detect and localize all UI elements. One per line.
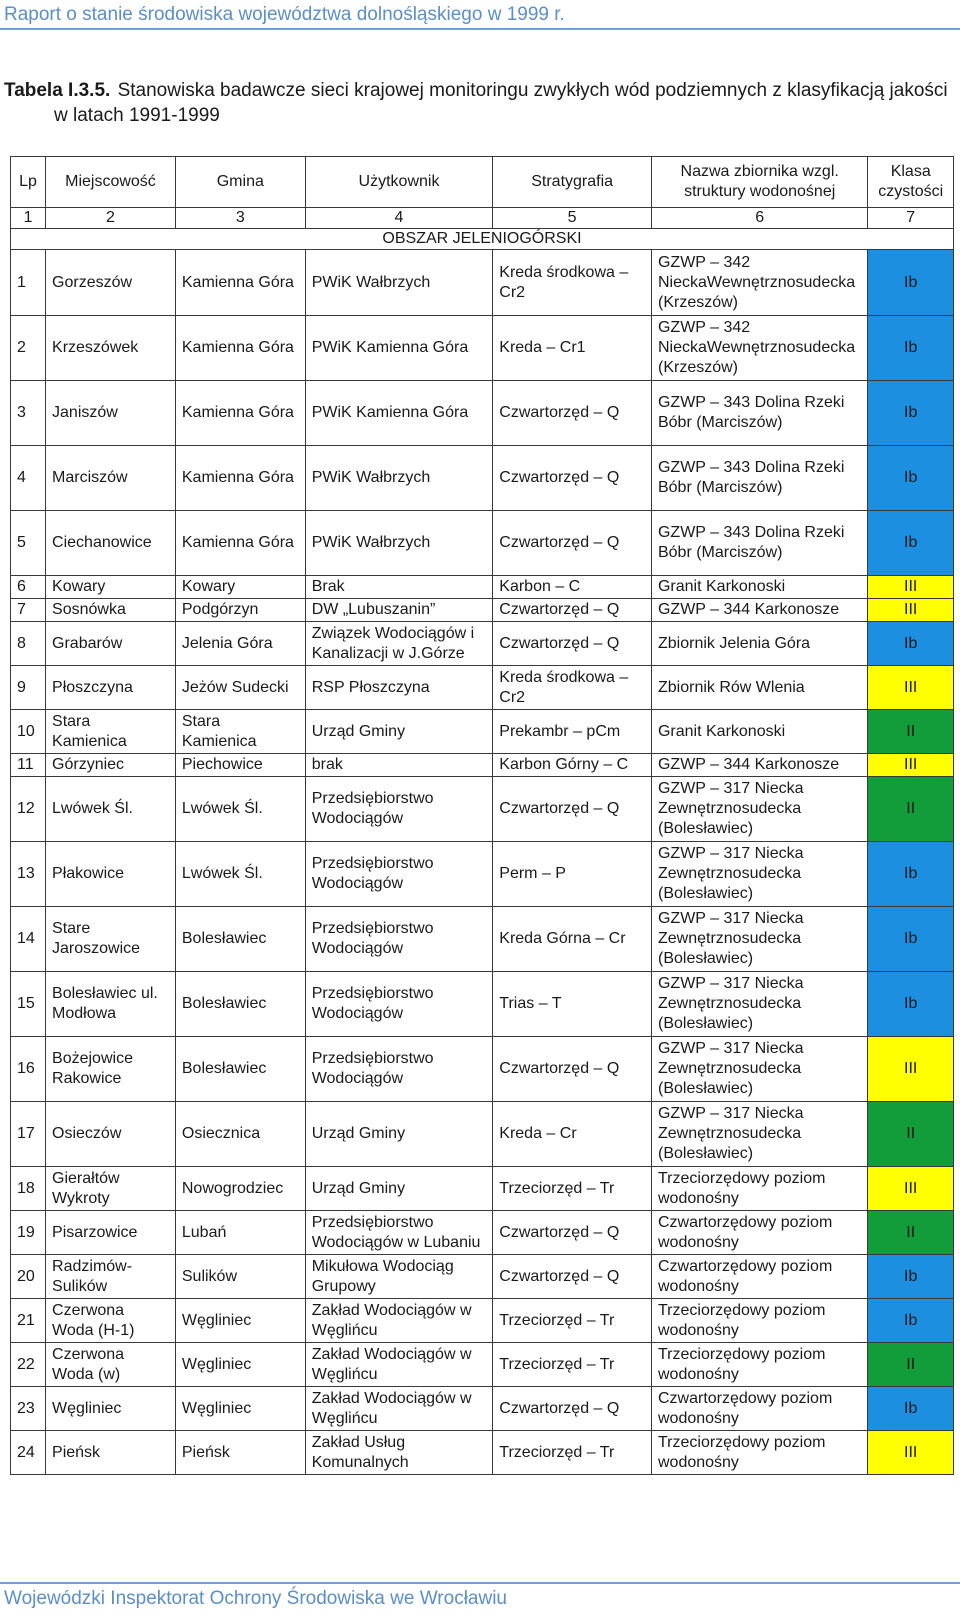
cell-miejscowosc: Pisarzowice xyxy=(46,1211,176,1255)
cell-stratygrafia: Czwartorzęd – Q xyxy=(493,446,652,511)
cell-zbiornik: Zbiornik Rów Wlenia xyxy=(651,666,867,710)
cell-stratygrafia: Kreda środkowa – Cr2 xyxy=(493,250,652,316)
table-caption xyxy=(4,78,954,128)
cell-zbiornik: GZWP – 343 Dolina Rzeki Bóbr (Marciszów) xyxy=(651,446,867,511)
cell-klasa: III xyxy=(868,666,954,710)
cell-stratygrafia: Kreda Górna – Cr xyxy=(493,907,652,972)
region-label: OBSZAR JELENIOGÓRSKI xyxy=(11,229,954,250)
cell-lp: 23 xyxy=(11,1387,46,1431)
cell-zbiornik: Trzeciorzędowy poziom wodonośny xyxy=(651,1167,867,1211)
cell-miejscowosc: Janiszów xyxy=(46,381,176,446)
cell-lp: 12 xyxy=(11,777,46,842)
table-row xyxy=(11,666,954,710)
cell-gmina: Lwówek Śl. xyxy=(175,777,305,842)
table-row xyxy=(11,576,954,599)
footer-text: Wojewódzki Inspektorat Ochrony Środowiska we Wrocławiu xyxy=(4,1588,507,1609)
cell-klasa: Ib xyxy=(868,381,954,446)
table-row xyxy=(11,777,954,842)
cell-gmina: Jelenia Góra xyxy=(175,622,305,666)
cell-uzytkownik: DW „Lubuszanin” xyxy=(305,599,493,622)
cell-zbiornik: GZWP – 344 Karkonosze xyxy=(651,599,867,622)
cell-zbiornik: Trzeciorzędowy poziom wodonośny xyxy=(651,1431,867,1475)
cell-gmina: Węgliniec xyxy=(175,1387,305,1431)
cell-lp: 3 xyxy=(11,381,46,446)
caption-line-2: w latach 1991-1999 xyxy=(54,105,220,126)
cell-lp: 5 xyxy=(11,511,46,576)
cell-gmina: Bolesławiec xyxy=(175,972,305,1037)
page-footer xyxy=(0,1580,960,1615)
cell-stratygrafia: Czwartorzęd – Q xyxy=(493,1387,652,1431)
cell-zbiornik: GZWP – 317 Niecka Zewnętrznosudecka (Bolesławiec) xyxy=(651,972,867,1037)
cell-klasa: Ib xyxy=(868,511,954,576)
cell-zbiornik: Granit Karkonoski xyxy=(651,710,867,754)
cell-zbiornik: GZWP – 317 Niecka Zewnętrznosudecka (Bolesławiec) xyxy=(651,777,867,842)
cell-uzytkownik: Przedsiębiorstwo Wodociągów xyxy=(305,907,493,972)
table-row xyxy=(11,1343,954,1387)
cell-zbiornik: Czwartorzędowy poziom wodonośny xyxy=(651,1211,867,1255)
cell-stratygrafia: Trzeciorzęd – Tr xyxy=(493,1299,652,1343)
table-row xyxy=(11,1037,954,1102)
cell-lp: 2 xyxy=(11,316,46,381)
cell-lp: 15 xyxy=(11,972,46,1037)
cell-uzytkownik: RSP Płoszczyna xyxy=(305,666,493,710)
header-cell: Gmina xyxy=(175,157,305,208)
cell-lp: 19 xyxy=(11,1211,46,1255)
cell-klasa: Ib xyxy=(868,1255,954,1299)
cell-uzytkownik: PWiK Kamienna Góra xyxy=(305,381,493,446)
cell-lp: 13 xyxy=(11,842,46,907)
cell-miejscowosc: Węgliniec xyxy=(46,1387,176,1431)
cell-klasa: II xyxy=(868,710,954,754)
cell-zbiornik: GZWP – 342 NieckaWewnętrznosudecka (Krzeszów) xyxy=(651,250,867,316)
cell-gmina: Węgliniec xyxy=(175,1343,305,1387)
cell-gmina: Lubań xyxy=(175,1211,305,1255)
cell-uzytkownik: PWiK Wałbrzych xyxy=(305,511,493,576)
cell-uzytkownik: Urząd Gminy xyxy=(305,1167,493,1211)
cell-stratygrafia: Czwartorzęd – Q xyxy=(493,1037,652,1102)
cell-zbiornik: Czwartorzędowy poziom wodonośny xyxy=(651,1387,867,1431)
cell-klasa: Ib xyxy=(868,1299,954,1343)
cell-uzytkownik: brak xyxy=(305,754,493,777)
header-cell: Lp xyxy=(11,157,46,208)
cell-klasa: III xyxy=(868,1037,954,1102)
cell-miejscowosc: Marciszów xyxy=(46,446,176,511)
cell-lp: 24 xyxy=(11,1431,46,1475)
cell-gmina: Podgórzyn xyxy=(175,599,305,622)
cell-klasa: Ib xyxy=(868,316,954,381)
cell-zbiornik: GZWP – 317 Niecka Zewnętrznosudecka (Bolesławiec) xyxy=(651,907,867,972)
cell-miejscowosc: Osieczów xyxy=(46,1102,176,1167)
cell-klasa: III xyxy=(868,1167,954,1211)
cell-lp: 21 xyxy=(11,1299,46,1343)
cell-stratygrafia: Czwartorzęd – Q xyxy=(493,599,652,622)
cell-gmina: Węgliniec xyxy=(175,1299,305,1343)
cell-gmina: Kamienna Góra xyxy=(175,316,305,381)
column-number: 6 xyxy=(651,208,867,229)
cell-uzytkownik: Mikułowa Wodociąg Grupowy xyxy=(305,1255,493,1299)
cell-gmina: Bolesławiec xyxy=(175,1037,305,1102)
cell-lp: 22 xyxy=(11,1343,46,1387)
cell-miejscowosc: Czerwona Woda (w) xyxy=(46,1343,176,1387)
table-row xyxy=(11,381,954,446)
cell-uzytkownik: Zakład Wodociągów w Węglińcu xyxy=(305,1343,493,1387)
cell-lp: 7 xyxy=(11,599,46,622)
cell-stratygrafia: Czwartorzęd – Q xyxy=(493,777,652,842)
cell-lp: 10 xyxy=(11,710,46,754)
cell-stratygrafia: Kreda środkowa – Cr2 xyxy=(493,666,652,710)
cell-stratygrafia: Trias – T xyxy=(493,972,652,1037)
cell-uzytkownik: PWiK Wałbrzych xyxy=(305,446,493,511)
cell-uzytkownik: Przedsiębiorstwo Wodociągów xyxy=(305,972,493,1037)
cell-miejscowosc: Kowary xyxy=(46,576,176,599)
table-row xyxy=(11,511,954,576)
cell-klasa: II xyxy=(868,1102,954,1167)
cell-gmina: Lwówek Śl. xyxy=(175,842,305,907)
header-cell: Miejscowość xyxy=(46,157,176,208)
cell-zbiornik: GZWP – 317 Niecka Zewnętrznosudecka (Bolesławiec) xyxy=(651,1037,867,1102)
cell-stratygrafia: Trzeciorzęd – Tr xyxy=(493,1343,652,1387)
cell-gmina: Sulików xyxy=(175,1255,305,1299)
cell-miejscowosc: Płakowice xyxy=(46,842,176,907)
cell-miejscowosc: Ciechanowice xyxy=(46,511,176,576)
cell-lp: 6 xyxy=(11,576,46,599)
cell-uzytkownik: Przedsiębiorstwo Wodociągów w Lubaniu xyxy=(305,1211,493,1255)
cell-uzytkownik: PWiK Kamienna Góra xyxy=(305,316,493,381)
footer-rule xyxy=(0,1582,960,1584)
cell-gmina: Kamienna Góra xyxy=(175,381,305,446)
cell-lp: 8 xyxy=(11,622,46,666)
cell-stratygrafia: Czwartorzęd – Q xyxy=(493,1255,652,1299)
table-row xyxy=(11,1102,954,1167)
cell-miejscowosc: Czerwona Woda (H-1) xyxy=(46,1299,176,1343)
cell-klasa: Ib xyxy=(868,842,954,907)
cell-lp: 11 xyxy=(11,754,46,777)
table-row xyxy=(11,842,954,907)
monitoring-table xyxy=(10,156,954,1475)
cell-uzytkownik: Zakład Wodociągów w Węglińcu xyxy=(305,1387,493,1431)
cell-stratygrafia: Czwartorzęd – Q xyxy=(493,622,652,666)
cell-gmina: Kamienna Góra xyxy=(175,511,305,576)
table-row xyxy=(11,754,954,777)
column-number: 2 xyxy=(46,208,176,229)
table-row xyxy=(11,710,954,754)
cell-stratygrafia: Kreda – Cr xyxy=(493,1102,652,1167)
cell-zbiornik: Trzeciorzędowy poziom wodonośny xyxy=(651,1343,867,1387)
cell-miejscowosc: Radzimów- Sulików xyxy=(46,1255,176,1299)
cell-klasa: Ib xyxy=(868,907,954,972)
cell-stratygrafia: Czwartorzęd – Q xyxy=(493,1211,652,1255)
cell-uzytkownik: PWiK Wałbrzych xyxy=(305,250,493,316)
column-number: 3 xyxy=(175,208,305,229)
cell-gmina: Pieńsk xyxy=(175,1431,305,1475)
table-row xyxy=(11,316,954,381)
cell-zbiornik: GZWP – 344 Karkonosze xyxy=(651,754,867,777)
caption-label: Tabela I.3.5. xyxy=(4,80,111,101)
cell-lp: 20 xyxy=(11,1255,46,1299)
cell-miejscowosc: Sosnówka xyxy=(46,599,176,622)
table-row xyxy=(11,1431,954,1475)
column-number: 5 xyxy=(493,208,652,229)
cell-miejscowosc: Stare Jaroszowice xyxy=(46,907,176,972)
cell-klasa: III xyxy=(868,754,954,777)
cell-klasa: Ib xyxy=(868,972,954,1037)
cell-stratygrafia: Prekambr – pCm xyxy=(493,710,652,754)
cell-klasa: III xyxy=(868,576,954,599)
cell-lp: 17 xyxy=(11,1102,46,1167)
cell-uzytkownik: Związek Wodociągów i Kanalizacji w J.Górze xyxy=(305,622,493,666)
cell-gmina: Osiecznica xyxy=(175,1102,305,1167)
cell-gmina: Kowary xyxy=(175,576,305,599)
cell-lp: 9 xyxy=(11,666,46,710)
cell-miejscowosc: Gorzeszów xyxy=(46,250,176,316)
header-rule xyxy=(0,28,960,30)
cell-klasa: Ib xyxy=(868,250,954,316)
cell-lp: 4 xyxy=(11,446,46,511)
cell-uzytkownik: Urząd Gminy xyxy=(305,1102,493,1167)
cell-stratygrafia: Perm – P xyxy=(493,842,652,907)
cell-uzytkownik: Zakład Usług Komunalnych xyxy=(305,1431,493,1475)
cell-lp: 18 xyxy=(11,1167,46,1211)
table-row xyxy=(11,1211,954,1255)
cell-miejscowosc: Płoszczyna xyxy=(46,666,176,710)
cell-zbiornik: GZWP – 317 Niecka Zewnętrznosudecka (Bolesławiec) xyxy=(651,1102,867,1167)
cell-klasa: II xyxy=(868,1343,954,1387)
cell-miejscowosc: Gierałtów Wykroty xyxy=(46,1167,176,1211)
region-row xyxy=(11,229,954,250)
cell-zbiornik: GZWP – 343 Dolina Rzeki Bóbr (Marciszów) xyxy=(651,511,867,576)
column-number: 7 xyxy=(868,208,954,229)
table-row xyxy=(11,599,954,622)
cell-miejscowosc: Krzeszówek xyxy=(46,316,176,381)
cell-gmina: Nowogrodziec xyxy=(175,1167,305,1211)
cell-miejscowosc: Lwówek Śl. xyxy=(46,777,176,842)
cell-miejscowosc: Grabarów xyxy=(46,622,176,666)
page-header xyxy=(0,0,960,30)
table-row xyxy=(11,907,954,972)
caption-line-1: Stanowiska badawcze sieci krajowej monitoringu zwykłych wód podziemnych z klasyfikacją jakości xyxy=(117,80,948,101)
cell-stratygrafia: Kreda – Cr1 xyxy=(493,316,652,381)
cell-uzytkownik: Przedsiębiorstwo Wodociągów xyxy=(305,1037,493,1102)
table-row xyxy=(11,1167,954,1211)
cell-uzytkownik: Urząd Gminy xyxy=(305,710,493,754)
column-number: 1 xyxy=(11,208,46,229)
table-row xyxy=(11,446,954,511)
header-cell: Klasa czystości xyxy=(868,157,954,208)
header-row xyxy=(11,157,954,208)
cell-miejscowosc: Stara Kamienica xyxy=(46,710,176,754)
cell-zbiornik: GZWP – 343 Dolina Rzeki Bóbr (Marciszów) xyxy=(651,381,867,446)
header-cell: Nazwa zbiornika wzgl. struktury wodonośnej xyxy=(651,157,867,208)
cell-zbiornik: Zbiornik Jelenia Góra xyxy=(651,622,867,666)
header-cell: Użytkownik xyxy=(305,157,493,208)
cell-gmina: Bolesławiec xyxy=(175,907,305,972)
cell-klasa: III xyxy=(868,1431,954,1475)
cell-zbiornik: Czwartorzędowy poziom wodonośny xyxy=(651,1255,867,1299)
cell-stratygrafia: Trzeciorzęd – Tr xyxy=(493,1167,652,1211)
cell-stratygrafia: Czwartorzęd – Q xyxy=(493,511,652,576)
cell-miejscowosc: Górzyniec xyxy=(46,754,176,777)
cell-zbiornik: Trzeciorzędowy poziom wodonośny xyxy=(651,1299,867,1343)
table-row xyxy=(11,1387,954,1431)
cell-gmina: Kamienna Góra xyxy=(175,446,305,511)
table-row xyxy=(11,1255,954,1299)
cell-uzytkownik: Brak xyxy=(305,576,493,599)
cell-uzytkownik: Przedsiębiorstwo Wodociągów xyxy=(305,777,493,842)
cell-klasa: III xyxy=(868,599,954,622)
cell-zbiornik: Granit Karkonoski xyxy=(651,576,867,599)
cell-klasa: Ib xyxy=(868,446,954,511)
cell-stratygrafia: Trzeciorzęd – Tr xyxy=(493,1431,652,1475)
cell-klasa: Ib xyxy=(868,1387,954,1431)
table-row xyxy=(11,622,954,666)
cell-miejscowosc: Pieńsk xyxy=(46,1431,176,1475)
cell-uzytkownik: Zakład Wodociągów w Węglińcu xyxy=(305,1299,493,1343)
table-row xyxy=(11,1299,954,1343)
page-header-title: Raport o stanie środowiska województwa dolnośląskiego w 1999 r. xyxy=(4,4,565,25)
cell-stratygrafia: Karbon – C xyxy=(493,576,652,599)
cell-zbiornik: GZWP – 317 Niecka Zewnętrznosudecka (Bolesławiec) xyxy=(651,842,867,907)
cell-klasa: II xyxy=(868,777,954,842)
cell-gmina: Piechowice xyxy=(175,754,305,777)
cell-stratygrafia: Karbon Górny – C xyxy=(493,754,652,777)
cell-klasa: II xyxy=(868,1211,954,1255)
cell-lp: 14 xyxy=(11,907,46,972)
table-row xyxy=(11,250,954,316)
column-number: 4 xyxy=(305,208,493,229)
column-number-row xyxy=(11,208,954,229)
cell-gmina: Jeżów Sudecki xyxy=(175,666,305,710)
cell-miejscowosc: Bożejowice Rakowice xyxy=(46,1037,176,1102)
cell-zbiornik: GZWP – 342 NieckaWewnętrznosudecka (Krzeszów) xyxy=(651,316,867,381)
cell-miejscowosc: Bolesławiec ul. Modłowa xyxy=(46,972,176,1037)
cell-gmina: Kamienna Góra xyxy=(175,250,305,316)
cell-stratygrafia: Czwartorzęd – Q xyxy=(493,381,652,446)
cell-uzytkownik: Przedsiębiorstwo Wodociągów xyxy=(305,842,493,907)
table-row xyxy=(11,972,954,1037)
header-cell: Stratygrafia xyxy=(493,157,652,208)
cell-lp: 16 xyxy=(11,1037,46,1102)
cell-lp: 1 xyxy=(11,250,46,316)
cell-klasa: Ib xyxy=(868,622,954,666)
cell-gmina: Stara Kamienica xyxy=(175,710,305,754)
